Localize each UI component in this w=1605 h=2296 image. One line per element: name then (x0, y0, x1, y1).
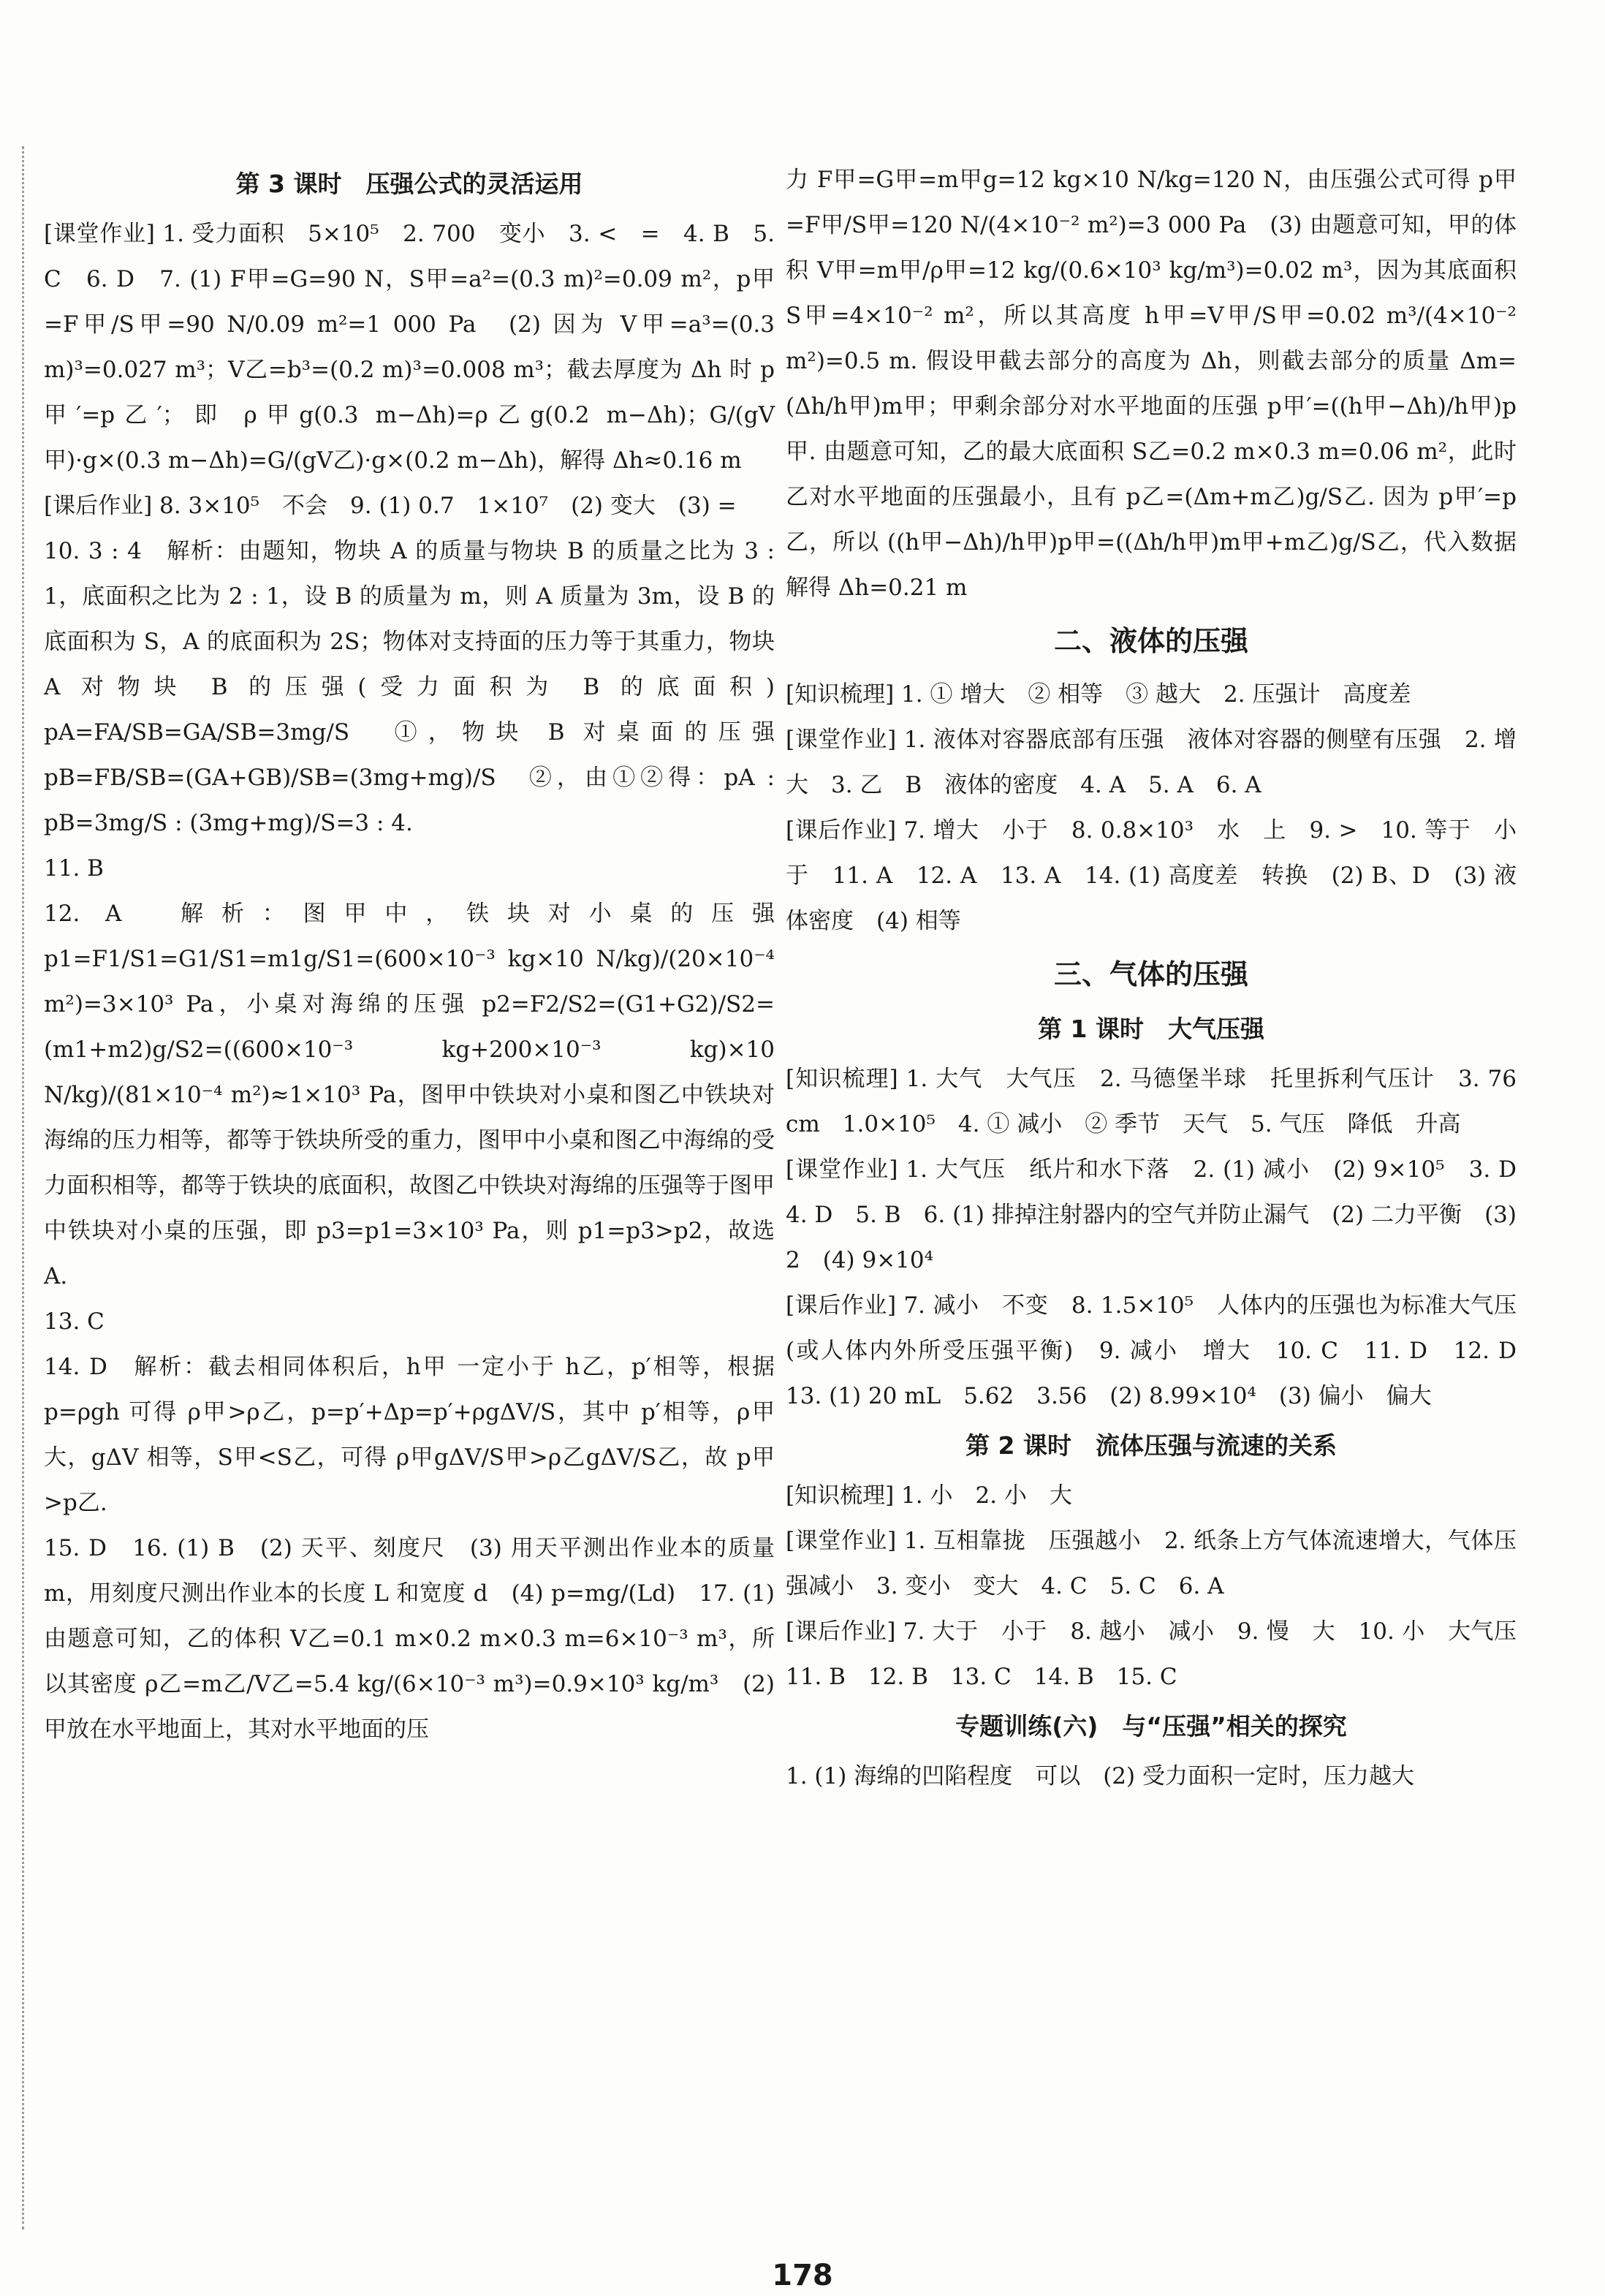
answer-paragraph: [课后作业] 7. 增大 小于 8. 0.8×10³ 水 上 9. > 10. 等于 小于 11. A 12. A 13. A 14. (1) 高度差 转换 (2) B、D (3) 液体密度 (4) 相等 (786, 817, 1517, 934)
answer-paragraph: 力 F甲=G甲=m甲g=12 kg×10 N/kg=120 N，由压强公式可得 p甲=F甲/S甲=120 N/(4×10⁻² m²)=3 000 Pa (3) 由题意可知，甲的体积 V甲=m甲/ρ甲=12 kg/(0.6×10³ kg/m³)=0.02 m³，因为其底面积 S甲=4×10⁻² m²，所以其高度 h甲=V甲/S甲=0.02 m³/(4×10⁻² m²)=0.5 m. 假设甲截去部分的高度为 Δh，则截去部分的质量 Δm=(Δh/h甲)m甲；甲剩余部分对水平地面的压强 p甲′=((h甲−Δh)/h甲)p甲. 由题意可知，乙的最大底面积 S乙=0.2 m×0.3 m=0.06 m²，此时乙对水平地面的压强最小，且有 p乙=(Δm+m乙)g/S乙. 因为 p甲′=p乙，所以 ((h甲−Δh)/h甲)p甲=((Δh/h甲)m甲+m乙)g/S乙，代入数据解得 Δh=0.21 m (786, 167, 1517, 601)
answer-paragraph: [知识梳理] 1. ① 增大 ② 相等 ③ 越大 2. 压强计 高度差 (786, 681, 1411, 708)
answer-paragraph: 12. A 解析：图甲中，铁块对小桌的压强 p1=F1/S1=G1/S1=m1g/S1=(600×10⁻³ kg×10 N/kg)/(20×10⁻⁴ m²)=3×10³ Pa，小桌对海绵的压强 p2=F2/S2=(G1+G2)/S2=(m1+m2)g/S2=((600×10⁻³ kg+200×10⁻³ kg)×10 N/kg)/(81×10⁻⁴ m²)≈1×10³ Pa，图甲中铁块对小桌和图乙中铁块对海绵的压力相等，都等于铁块所受的重力，图甲中小桌和图乙中海绵的受力面积相等，都等于铁块的底面积，故图乙中铁块对海绵的压强等于图甲中铁块对小桌的压强，即 p3=p1=3×10³ Pa，则 p1=p3>p2，故选 A. (44, 901, 775, 1289)
left-column (44, 157, 775, 1752)
answer-paragraph: [知识梳理] 1. 大气 大气压 2. 马德堡半球 托里拆利气压计 3. 76 cm 1.0×10⁵ 4. ① 减小 ② 季节 天气 5. 气压 降低 升高 (786, 1066, 1517, 1137)
answer-paragraph: [课堂作业] 1. 液体对容器底部有压强 液体对容器的侧壁有压强 2. 增大 3. 乙 B 液体的密度 4. A 5. A 6. A (786, 727, 1517, 798)
section-title-liquid-pressure: 二、液体的压强 (1053, 625, 1248, 657)
lesson-1-title: 第 1 课时 大气压强 (1038, 1015, 1264, 1043)
answer-paragraph: [课后作业] 7. 减小 不变 8. 1.5×10⁵ 人体内的压强也为标准大气压(或人体内外所受压强平衡) 9. 减小 增大 10. C 11. D 12. D 13. (1) 20 mL 5.62 3.56 (2) 8.99×10⁴ (3) 偏小 偏大 (786, 1292, 1539, 1409)
answer-paragraph: [知识梳理] 1. 小 2. 小 大 (786, 1482, 1072, 1509)
answer-paragraph: [课堂作业] 1. 大气压 纸片和水下落 2. (1) 减小 (2) 9×10⁵ 3. D 4. D 5. B 6. (1) 排掉注射器内的空气并防止漏气 (2) 二力平衡 (3) 2 (4) 9×10⁴ (786, 1156, 1539, 1273)
margin-dotted-rule (22, 146, 24, 2229)
section-title-gas-pressure: 三、气体的压强 (1053, 958, 1248, 990)
answer-paragraph: 10. 3 : 4 解析：由题知，物块 A 的质量与物块 B 的质量之比为 3 : 1，底面积之比为 2 : 1，设 B 的质量为 m，则 A 质量为 3m，设 B 的底面积为 S，A 的底面积为 2S；物体对支持面的压力等于其重力，物块 A 对物块 B 的压强(受力面积为 B 的底面积) pA=FA/SB=GA/SB=3mg/S ①，物块 B 对桌面的压强 pB=FB/SB=(GA+GB)/SB=(3mg+mg)/S ②，由①②得：pA : pB=3mg/S : (3mg+mg)/S=3 : 4. (44, 538, 775, 836)
answer-paragraph: [课堂作业] 1. 互相靠拢 压强越小 2. 纸条上方气体流速增大，气体压强减小 3. 变小 变大 4. C 5. C 6. A (786, 1528, 1517, 1599)
lesson-3-title: 第 3 课时 压强公式的灵活运用 (235, 170, 583, 198)
page-number: 178 (772, 2259, 833, 2292)
answer-paragraph: 15. D 16. (1) B (2) 天平、刻度尺 (3) 用天平测出作业本的质量 m，用刻度尺测出作业本的长度 L 和宽度 d (4) p=mg/(Ld) 17. (1) 由题意可知，乙的体积 V乙=0.1 m×0.2 m×0.3 m=6×10⁻³ m³，所以其密度 ρ乙=m乙/V乙=5.4 kg/(6×10⁻³ m³)=0.9×10³ kg/m³ (2) 甲放在水平地面上，其对水平地面的压 (44, 1535, 775, 1743)
answer-paragraph: 14. D 解析：截去相同体积后，h甲 一定小于 h乙，p′相等，根据 p=ρgh 可得 ρ甲>ρ乙，p=p′+Δp=p′+ρgΔV/S，其中 p′相等，ρ甲 大，gΔV 相等，S甲<S乙，可得 ρ甲gΔV/S甲>ρ乙gΔV/S乙，故 p甲>p乙. (44, 1354, 775, 1516)
lesson-2-title: 第 2 课时 流体压强与流速的关系 (965, 1431, 1337, 1460)
answer-paragraph: 11. B (44, 855, 104, 882)
answer-paragraph: 13. C (44, 1308, 105, 1335)
answer-paragraph: [课后作业] 7. 大于 小于 8. 越小 减小 9. 慢 大 10. 小 大气压 11. B 12. B 13. C 14. B 15. C (786, 1618, 1539, 1690)
right-column (786, 157, 1539, 1799)
special-training-title: 专题训练(六) 与“压强”相关的探究 (955, 1712, 1347, 1740)
answer-paragraph: 1. (1) 海绵的凹陷程度 可以 (2) 受力面积一定时，压力越大 (786, 1763, 1414, 1789)
answer-paragraph: [课堂作业] 1. 受力面积 5×10⁵ 2. 700 变小 3. < = 4. B 5. C 6. D 7. (1) F甲=G=90 N，S甲=a²=(0.3 m)²=0.09 m²，p甲=F甲/S甲=90 N/0.09 m²=1 000 Pa (2) 因为 V甲=a³=(0.3 m)³=0.027 m³；V乙=b³=(0.2 m)³=0.008 m³；截去厚度为 Δh 时 p甲′=p乙′；即 ρ甲g(0.3 m−Δh)=ρ乙g(0.2 m−Δh)；G/(gV甲)·g×(0.3 m−Δh)=G/(gV乙)·g×(0.2 m−Δh)，解得 Δh≈0.16 m (44, 221, 775, 474)
answer-paragraph: [课后作业] 8. 3×10⁵ 不会 9. (1) 0.7 1×10⁷ (2) 变大 (3) = (44, 493, 737, 519)
